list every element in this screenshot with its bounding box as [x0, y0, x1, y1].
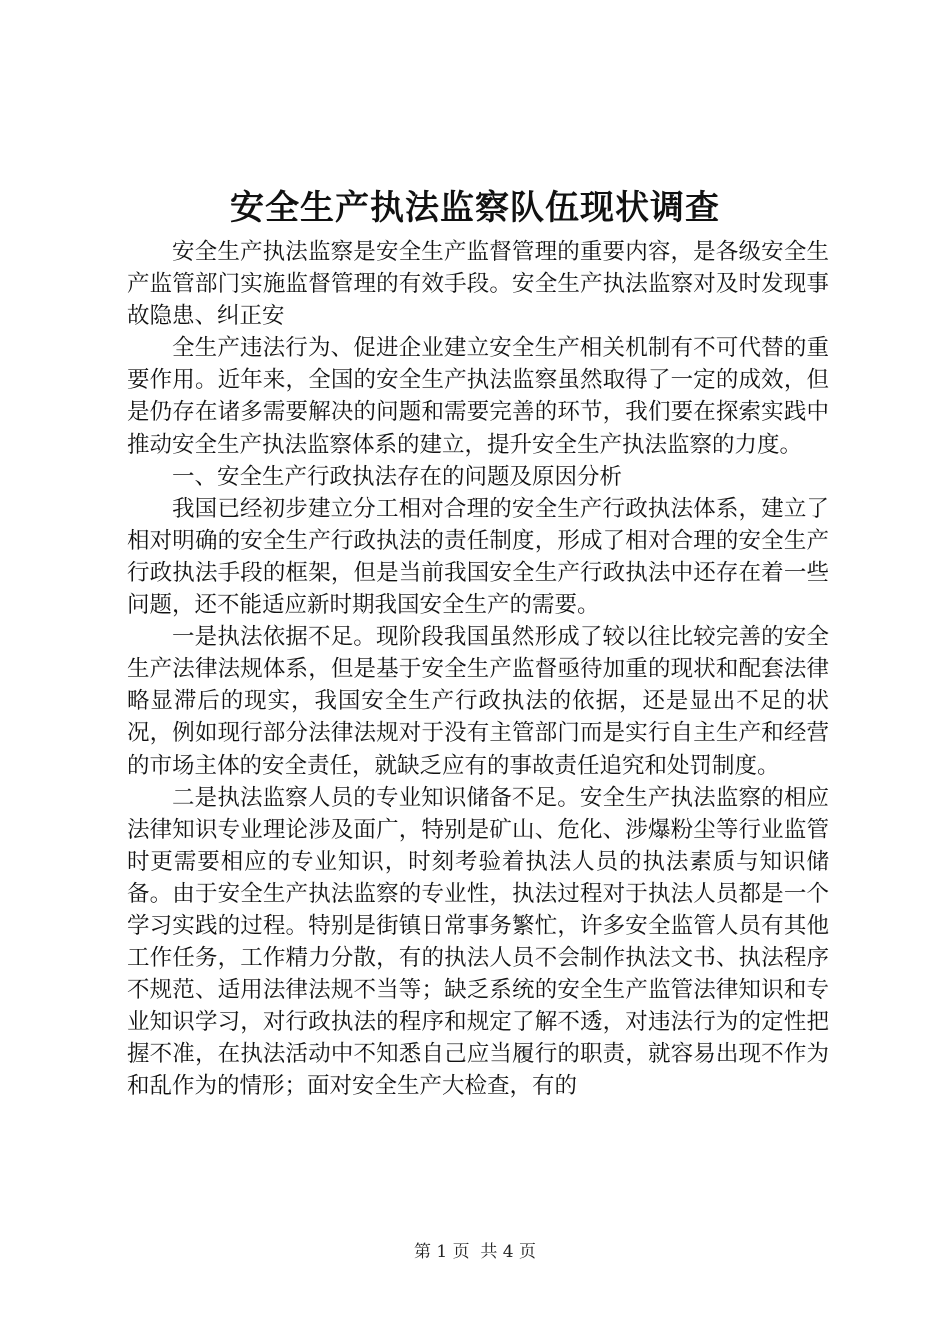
- paragraph-intro-2: 全生产违法行为、促进企业建立安全生产相关机制有不可代替的重要作用。近年来，全国的安全生产执法监察虽然取得了一定的成效，但是仍存在诸多需要解决的问题和需要完善的环节，我们要在探索实践中推动安全生产执法监察体系的建立，提升安全生产执法监察的力度。: [127, 335, 829, 458]
- paragraph-overview: 我国已经初步建立分工相对合理的安全生产行政执法体系，建立了相对明确的安全生产行政执法的责任制度，形成了相对合理的安全生产行政执法手段的框架，但是当前我国安全生产行政执法中还存在着一些问题，还不能适应新时期我国安全生产的需要。: [127, 495, 829, 619]
- paragraph-intro-1: 安全生产执法监察是安全生产监督管理的重要内容，是各级安全生产监管部门实施监督管理的有效手段。安全生产执法监察对及时发现事故隐患、纠正安: [127, 239, 829, 330]
- paragraph-point-1: 一是执法依据不足。现阶段我国虽然形成了较以往比较完善的安全生产法律法规体系，但是基于安全生产监督亟待加重的现状和配套法律略显滞后的现实，我国安全生产行政执法的依据，还是显出不足的状况，例如现行部分法律法规对于没有主管部门而是实行自主生产和经营的市场主体的安全责任，就缺乏应有的事故责任追究和处罚制度。: [127, 624, 829, 779]
- page-footer: [0, 1240, 950, 1264]
- section-heading-1: 一、安全生产行政执法存在的问题及原因分析: [172, 463, 623, 490]
- paragraph-point-2: 二是执法监察人员的专业知识储备不足。安全生产执法监察的相应法律知识专业理论涉及面广，特别是矿山、危化、涉爆粉尘等行业监管时更需要相应的专业知识，时刻考验着执法人员的执法素质与知识储备。由于安全生产执法监察的专业性，执法过程对于执法人员都是一个学习实践的过程。特别是街镇日常事务繁忙，许多安全监管人员有其他工作任务，工作精力分散，有的执法人员不会制作执法文书、执法程序不规范、适用法律法规不当等；缺乏系统的安全生产监管法律知识和专业知识学习，对行政执法的程序和规定了解不透，对违法行为的定性把握不准，在执法活动中不知悉自己应当履行的职责，就容易出现不作为和乱作为的情形；面对安全生产大检查，有的: [127, 784, 829, 1100]
- page-number: 第 1 页 共 4 页: [413, 1242, 537, 1262]
- document-title: 安全生产执法监察队伍现状调查: [230, 188, 720, 228]
- document-body: [127, 236, 829, 1103]
